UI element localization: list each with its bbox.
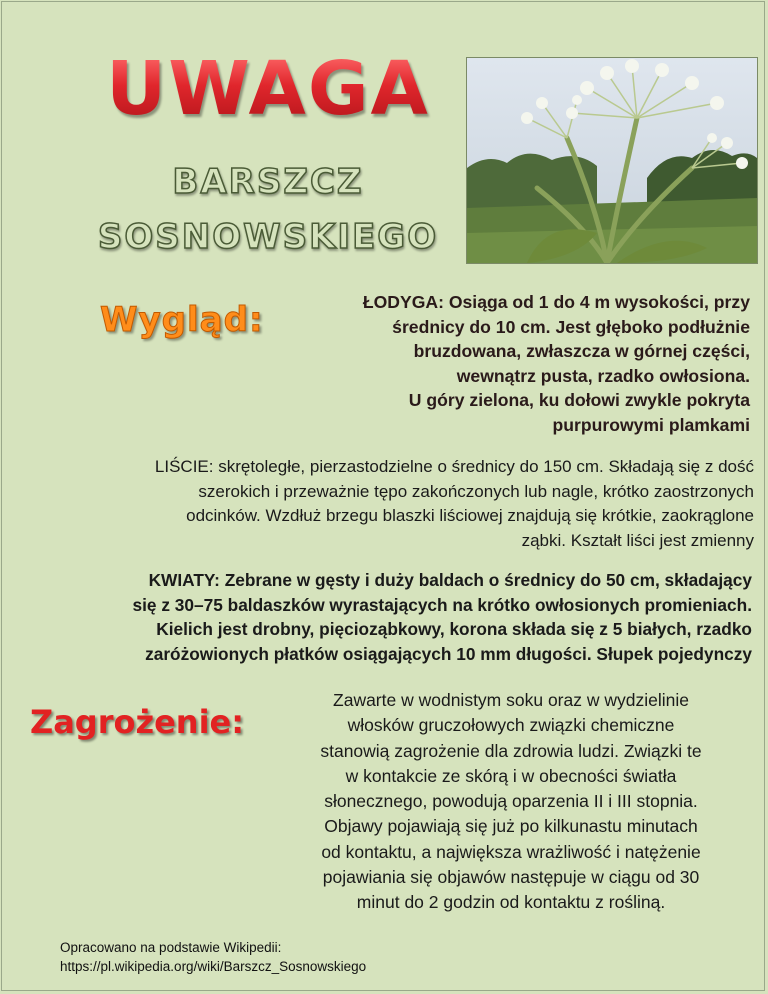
danger-heading: Zagrożenie: bbox=[30, 703, 245, 741]
flowers-line: Kielich jest drobny, pięcioząbkowy, korona składa się z 5 białych, rzadko bbox=[156, 619, 752, 640]
page-title: UWAGA bbox=[78, 52, 458, 126]
subtitle-line-2: SOSNOWSKIEGO bbox=[97, 217, 439, 257]
appearance-heading: Wygląd: bbox=[100, 300, 264, 340]
danger-line: stanowią zagrożenie dla zdrowia ludzi. Związki te bbox=[320, 740, 702, 761]
danger-line: Objawy pojawiają się już po kilkunastu minutach bbox=[324, 816, 698, 837]
danger-line: minut do 2 godzin od kontaktu z rośliną. bbox=[356, 892, 666, 913]
stem-description bbox=[310, 290, 750, 438]
subtitle-line-1: BARSZCZ bbox=[172, 162, 364, 202]
danger-line: włosków gruczołowych związki chemiczne bbox=[347, 715, 675, 736]
hogweed-photo bbox=[466, 57, 758, 264]
flowers-line: zaróżowionych płatków osiągających 10 mm długości. Słupek pojedynczy bbox=[145, 643, 752, 664]
danger-line: słonecznego, powodują oparzenia II i III stopnia. bbox=[324, 791, 698, 812]
danger-line: pojawiania się objawów następuje w ciągu od 30 bbox=[322, 867, 700, 888]
flowers-description bbox=[20, 568, 752, 666]
stem-line: ŁODYGA: Osiąga od 1 do 4 m wysokości, przy bbox=[362, 292, 750, 312]
source-link[interactable]: https://pl.wikipedia.org/wiki/Barszcz_Sosnowskiego bbox=[60, 959, 367, 974]
stem-line: średnicy do 10 cm. Jest głęboko podłużnie bbox=[392, 316, 750, 337]
stem-line: bruzdowana, zwłaszcza w górnej części, bbox=[413, 341, 750, 362]
leaves-line: ząbki. Kształt liści jest zmienny bbox=[521, 530, 754, 550]
hogweed-plant-photo-icon bbox=[467, 58, 757, 263]
leaves-description bbox=[22, 455, 754, 553]
stem-line: U góry zielona, ku dołowi zwykle pokryta bbox=[408, 390, 750, 411]
leaves-line: szerokich i przeważnie tępo zakończonych lub nagle, krótko zaostrzonych bbox=[198, 481, 754, 501]
danger-line: od kontaktu, a największa wrażliwość i natężenie bbox=[321, 841, 701, 862]
flowers-line: się z 30–75 baldaszków wyrastających na krótko owłosionych promieniach. bbox=[132, 594, 752, 615]
source-line: Opracowano na podstawie Wikipedii: bbox=[60, 940, 282, 955]
danger-description bbox=[280, 688, 742, 916]
flowers-line: KWIATY: Zebrane w gęsty i duży baldach o średnicy do 50 cm, składający bbox=[148, 570, 752, 590]
stem-line: purpurowymi plamkami bbox=[552, 414, 750, 435]
danger-line: Zawarte w wodnistym soku oraz w wydzielinie bbox=[333, 690, 689, 710]
leaves-line: odcinków. Wzdłuż brzegu blaszki liściowej znajdują się krótkie, zaokrąglone bbox=[186, 506, 754, 525]
stem-line: wewnątrz pusta, rzadko owłosiona. bbox=[456, 365, 750, 386]
danger-line: w kontakcie ze skórą i w obecności światła bbox=[345, 765, 677, 786]
source-note bbox=[60, 938, 366, 976]
leaves-line: LIŚCIE: skrętoległe, pierzastodzielne o średnicy do 150 cm. Składają się z dość bbox=[154, 457, 754, 476]
